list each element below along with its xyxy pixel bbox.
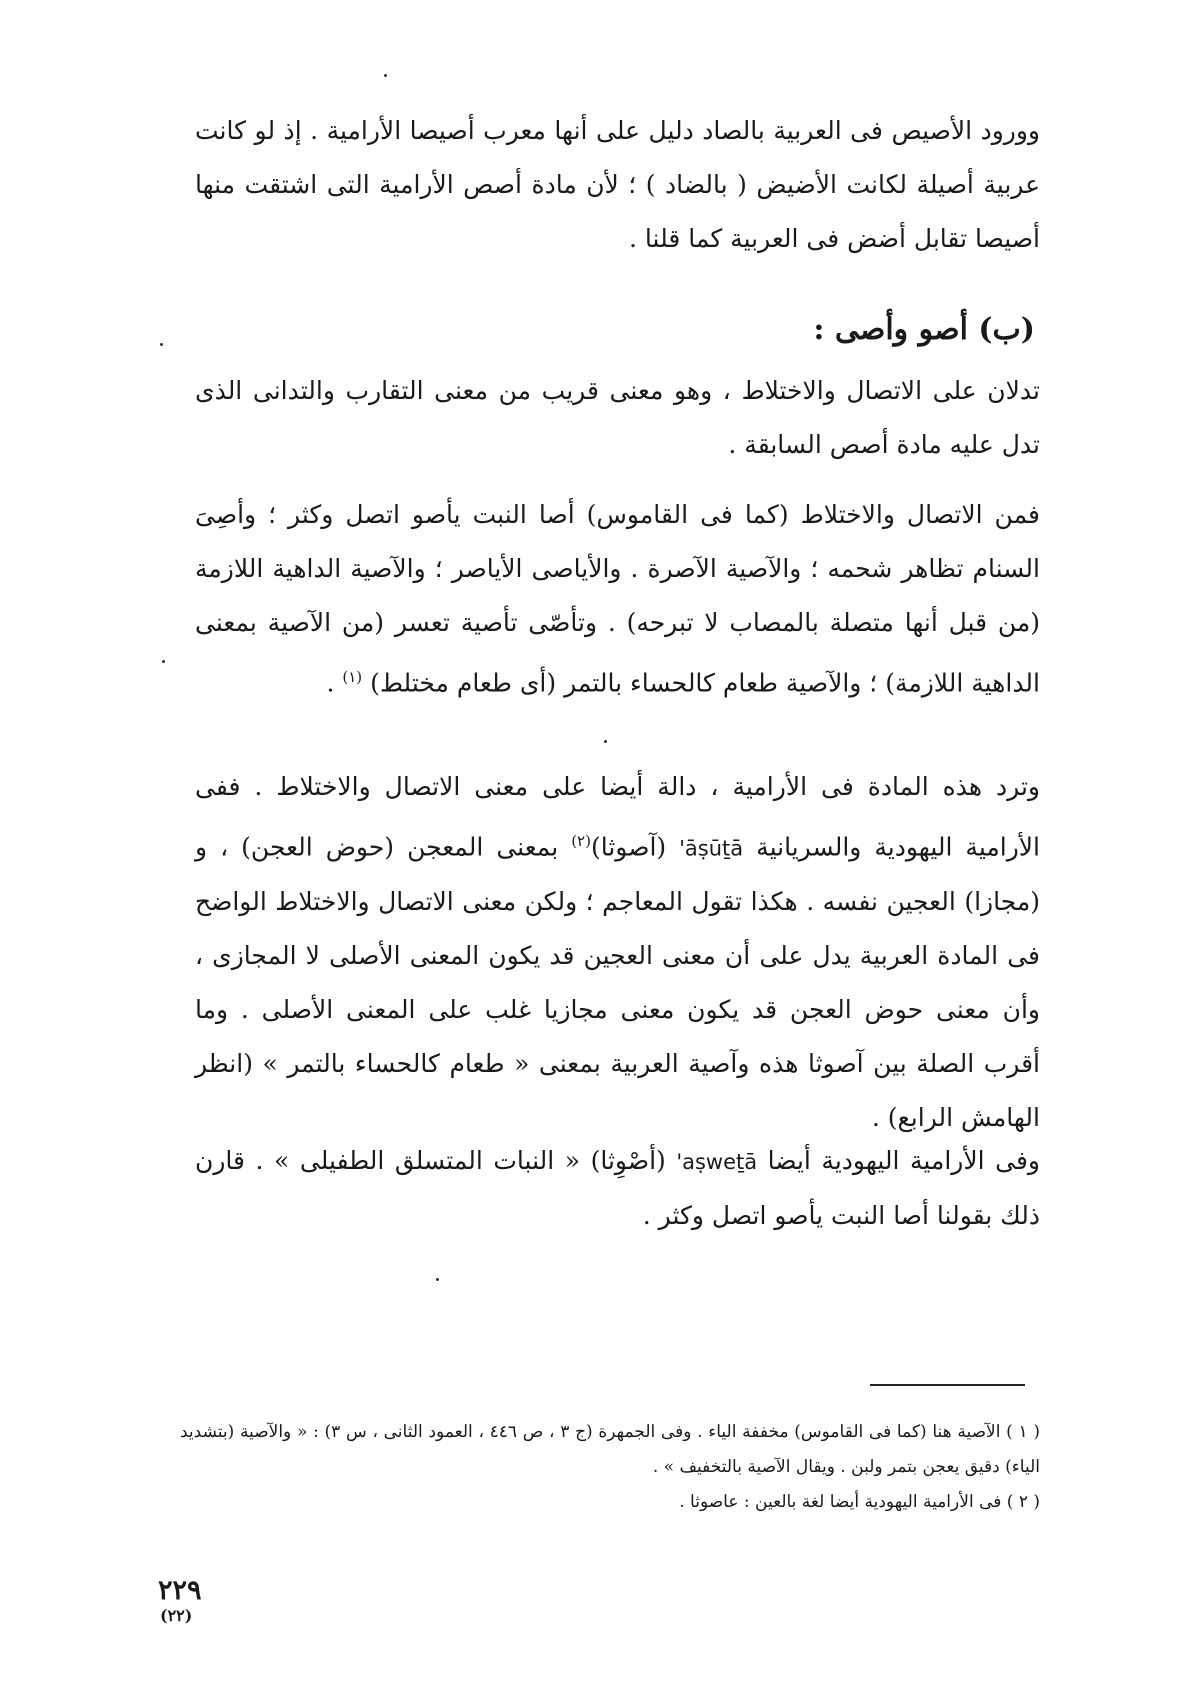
- footnote-1: ( ١ ) الآصية هنا (كما فى القاموس) مخففة الياء . وفى الجمهرة (ج ٣ ، ص ٤٤٦ ، العمود الثانى ، س ٣) : « والآصية (بتشديد الياء) دقيق يعجن بتمر ولبن . ويقال الآصية بالتخفيف » .: [180, 1422, 1040, 1477]
- scan-speck: [384, 74, 387, 77]
- footnotes: [180, 1415, 1040, 1520]
- paragraph-body: فمن الاتصال والاختلاط (كما فى القاموس) أصا النبت يأصو اتصل وكثر ؛ وأصِىَ السنام تظاهر شحمه ؛ والآصية الآصرة . والأياصى الأياصر ؛ والآصية الداهية اللازمة (من قبل أنها متصلة بالمصاب لا تبرحه) . وتأصّى تأصية تعسر (من الآصية بمعنى الداهية اللازمة) ؛ والآصية طعام كالحساء بالتمر (أى طعام مختلط): [195, 500, 1040, 698]
- paragraph-aramaic: [195, 760, 1040, 1145]
- signature-mark: (٢٢): [160, 1606, 193, 1625]
- scan-speck: [604, 740, 607, 743]
- paragraph-body: (آصوثا): [590, 832, 680, 862]
- footnote-2: ( ٢ ) فى الأرامية اليهودية أيضا لغة بالعين : عاصوثا .: [679, 1492, 1040, 1512]
- transliteration: 'āṣūṯā: [679, 836, 744, 861]
- scan-speck: [162, 660, 165, 663]
- paragraph-text: وورود الأصيص فى العربية بالصاد دليل على أنها معرب أصيصا الأرامية . إذ لو كانت عربية أصيلة لكانت الأضيض ( بالضاد ) ؛ لأن مادة أصص الأرامية التى اشتقت منها أصيصا تقابل أضض فى العربية كما قلنا .: [195, 116, 1040, 253]
- footnote-ref-1: (١): [342, 668, 363, 686]
- paragraph-definition: [195, 364, 1040, 472]
- section-heading: (ب) أصو وأصى :: [813, 312, 1035, 347]
- paragraph-intro: [195, 104, 1040, 266]
- footnote-ref-2: (٢): [571, 832, 591, 850]
- scan-speck: [160, 343, 163, 346]
- paragraph-body: وفى الأرامية اليهودية أيضا: [757, 1146, 1040, 1175]
- page-number: ٢٢٩: [158, 1575, 202, 1606]
- paragraph-arabic-meanings: [195, 488, 1040, 710]
- paragraph-body: وترد هذه المادة فى الأرامية ، دالة أيضا على معنى الاتصال والاختلاط . ففى الأرامية اليهودية والسريانية: [195, 772, 1040, 862]
- paragraph-text: [195, 760, 1040, 1145]
- paragraph-text: [195, 488, 1040, 710]
- paragraph-text: [195, 1134, 1040, 1243]
- paragraph-body: بمعنى المعجن (حوض العجن) ، و (مجازا) العجين نفسه . هكذا تقول المعاجم ؛ ولكن معنى الاتصال والاختلاط الواضح فى المادة العربية يدل على أن معنى العجين قد يكون المعنى الأصلى لا المجازى ، وأن معنى حوض العجن قد يكون معنى مجازيا غلب على المعنى الأصلى . وما أقرب الصلة بين آصوثا هذه وآصية العربية بمعنى « طعام كالحساء بالتمر » (انظر الهامش الرابع) .: [195, 832, 1040, 1133]
- paragraph-body: (أصْوِثا) « النبات المتسلق الطفيلى » . قارن ذلك بقولنا أصا النبت يأصو اتصل وكثر .: [195, 1146, 1040, 1230]
- sentence-end: .: [326, 668, 343, 698]
- footnote-divider: [870, 1384, 1025, 1386]
- transliteration: 'aṣweṯā: [676, 1150, 758, 1174]
- scan-speck: [436, 1278, 439, 1281]
- paragraph-text: تدلان على الاتصال والاختلاط ، وهو معنى قريب من معنى التقارب والتدانى الذى تدل عليه مادة أصص السابقة .: [195, 376, 1040, 459]
- paragraph-aramaic-plant: [195, 1134, 1040, 1243]
